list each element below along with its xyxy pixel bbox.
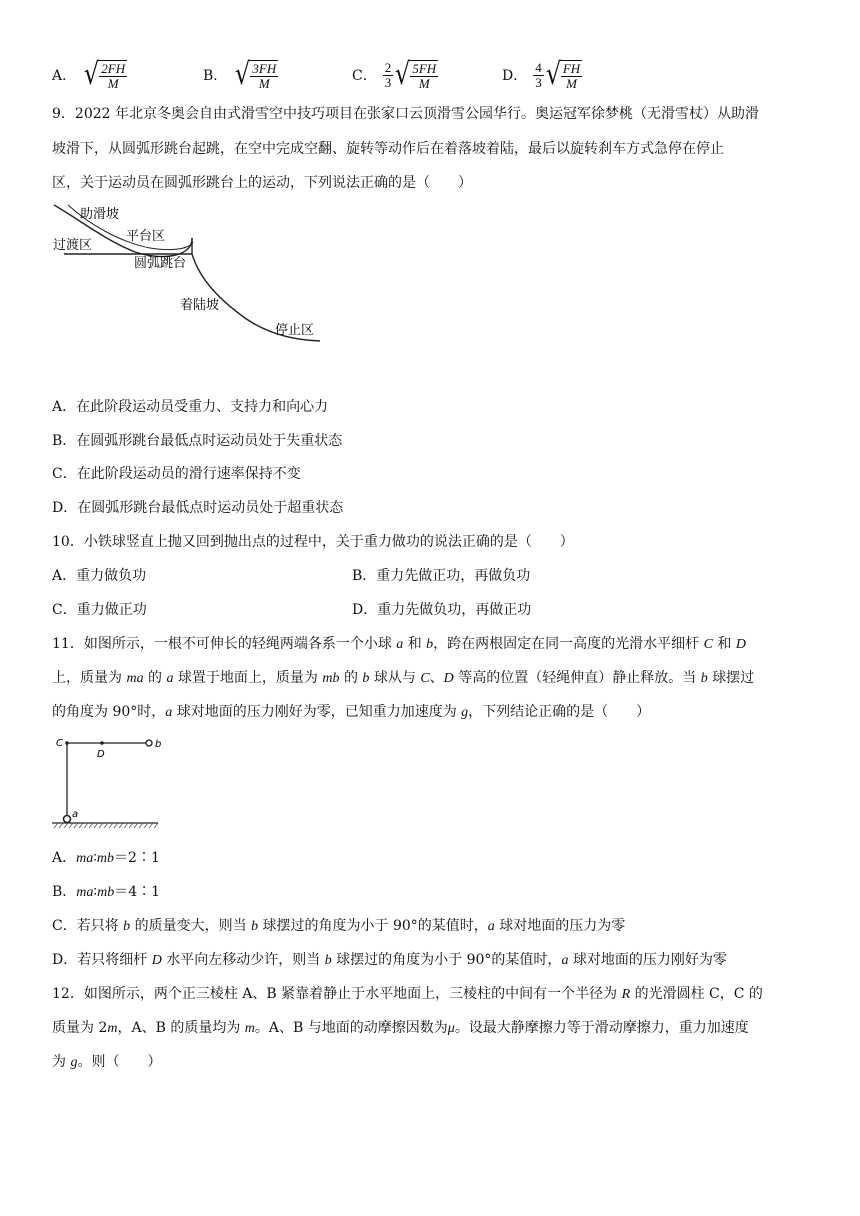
label-yuanhu: 圆弧跳台 (134, 256, 187, 271)
sqrt-expression: √ $\frac{5FH}{M}$ (395, 57, 437, 92)
q9-option-c: C．在此阶段运动员的滑行速率保持不变 (52, 466, 301, 482)
sqrt-expression: √ $\frac{FH}{M}$ (545, 57, 581, 92)
label-b: b (155, 739, 162, 750)
q9-stem-line-3: 区，关于运动员在圆弧形跳台上的运动，下列说法正确的是（ ） (52, 175, 472, 191)
q11-option-a: A．ma∶mb＝2∶1 (52, 850, 160, 866)
ball-b (146, 740, 152, 746)
q12-stem-line-3: 为 g。则（ ） (52, 1054, 162, 1070)
label-c: C (56, 738, 63, 749)
label-d: D (97, 749, 105, 760)
rod-c (65, 741, 69, 745)
label-zhuoluopo: 着陆坡 (180, 298, 220, 313)
q11-stem-line-3: 的角度为 90°时，a 球对地面的压力刚好为零，已知重力加速度为 g，下列结论正确的是（ ） (52, 704, 651, 720)
label-zhuhuapo: 助滑坡 (80, 207, 120, 222)
q8-option-d: D． $\frac{4}{3}$ √ $\frac{FH}{M}$ (502, 57, 581, 92)
q11-option-d: D．若只将细杆 D 水平向左移动少许，则当 b 球摆过的角度为小于 90°的某值时，a 球对地面的压力刚好为零 (52, 952, 727, 968)
ski-jump-figure (50, 200, 340, 350)
pulley-figure (50, 733, 165, 833)
sqrt-expression: √ $\frac{3FH}{M}$ (235, 57, 277, 92)
label-a: a (72, 809, 79, 820)
coefficient: $\frac{2}{3}$ (384, 59, 392, 90)
q11-stem-line-1: 11．如图所示，一根不可伸长的轻绳两端各系一个小球 a 和 b，跨在两根固定在同一高度的光滑水平细杆 C 和 D (52, 636, 746, 652)
q10-option-b: B．重力先做正功，再做负功 (352, 568, 531, 584)
q10-option-c: C．重力做正功 (52, 602, 147, 618)
q11-option-b: B．ma∶mb＝4∶1 (52, 884, 161, 900)
label-pingtaiqu: 平台区 (126, 229, 166, 244)
q9-option-d: D．在圆弧形跳台最低点时运动员处于超重状态 (52, 500, 344, 516)
rod-d (100, 741, 104, 745)
q10-option-a: A．重力做负功 (52, 568, 147, 584)
q9-stem-line-2: 坡滑下，从圆弧形跳台起跳，在空中完成空翻、旋转等动作后在着落坡着陆，最后以旋转刹车方式急停在停止 (52, 141, 724, 157)
q12-stem-line-2: 质量为 2m，A、B 的质量均为 m。A、B 与地面的动摩擦因数为μ。设最大静摩擦力等于滑动摩擦力，重力加速度 (52, 1020, 749, 1036)
label-guoduqu: 过渡区 (53, 238, 93, 253)
q9-option-a: A．在此阶段运动员受重力、支持力和向心力 (52, 399, 329, 415)
q11-option-c: C．若只将 b 的质量变大，则当 b 球摆过的角度为小于 90°的某值时，a 球对地面的压力为零 (52, 918, 626, 934)
ball-a (64, 816, 71, 823)
coefficient: $\frac{4}{3}$ (535, 59, 542, 90)
q8-option-a: A． √ $\frac{2FH}{M}$ (52, 57, 126, 92)
label-tingzhiqu: 停止区 (275, 323, 315, 338)
q10-option-d: D．重力先做负功，再做正功 (352, 602, 532, 618)
q10-stem: 10．小铁球竖直上抛又回到抛出点的过程中，关于重力做功的说法正确的是（ ） (52, 534, 574, 550)
q11-stem-line-2: 上，质量为 ma 的 a 球置于地面上，质量为 mb 的 b 球从与 C、D 等高的位置（轻绳伸直）静止释放。当 b 球摆过 (52, 670, 755, 686)
q9-option-b: B．在圆弧形跳台最低点时运动员处于失重状态 (52, 433, 343, 449)
ground-hatching (54, 823, 158, 828)
q9-stem-line-1: 9．2022 年北京冬奥会自由式滑雪空中技巧项目在张家口云顶滑雪公园华行。奥运冠军徐梦桃（无滑雪杖）从助滑 (52, 106, 759, 122)
sqrt-expression: √ $\frac{2FH}{M}$ (84, 57, 126, 92)
q8-option-c: C． $\frac{2}{3}$ √ $\frac{5FH}{M}$ (352, 57, 437, 92)
q8-option-b: B． √ $\frac{3FH}{M}$ (203, 57, 277, 92)
q12-stem-line-1: 12．如图所示，两个正三棱柱 A、B 紧靠着静止于水平地面上，三棱柱的中间有一个半径为 R 的光滑圆柱 C，C 的 (52, 986, 763, 1002)
